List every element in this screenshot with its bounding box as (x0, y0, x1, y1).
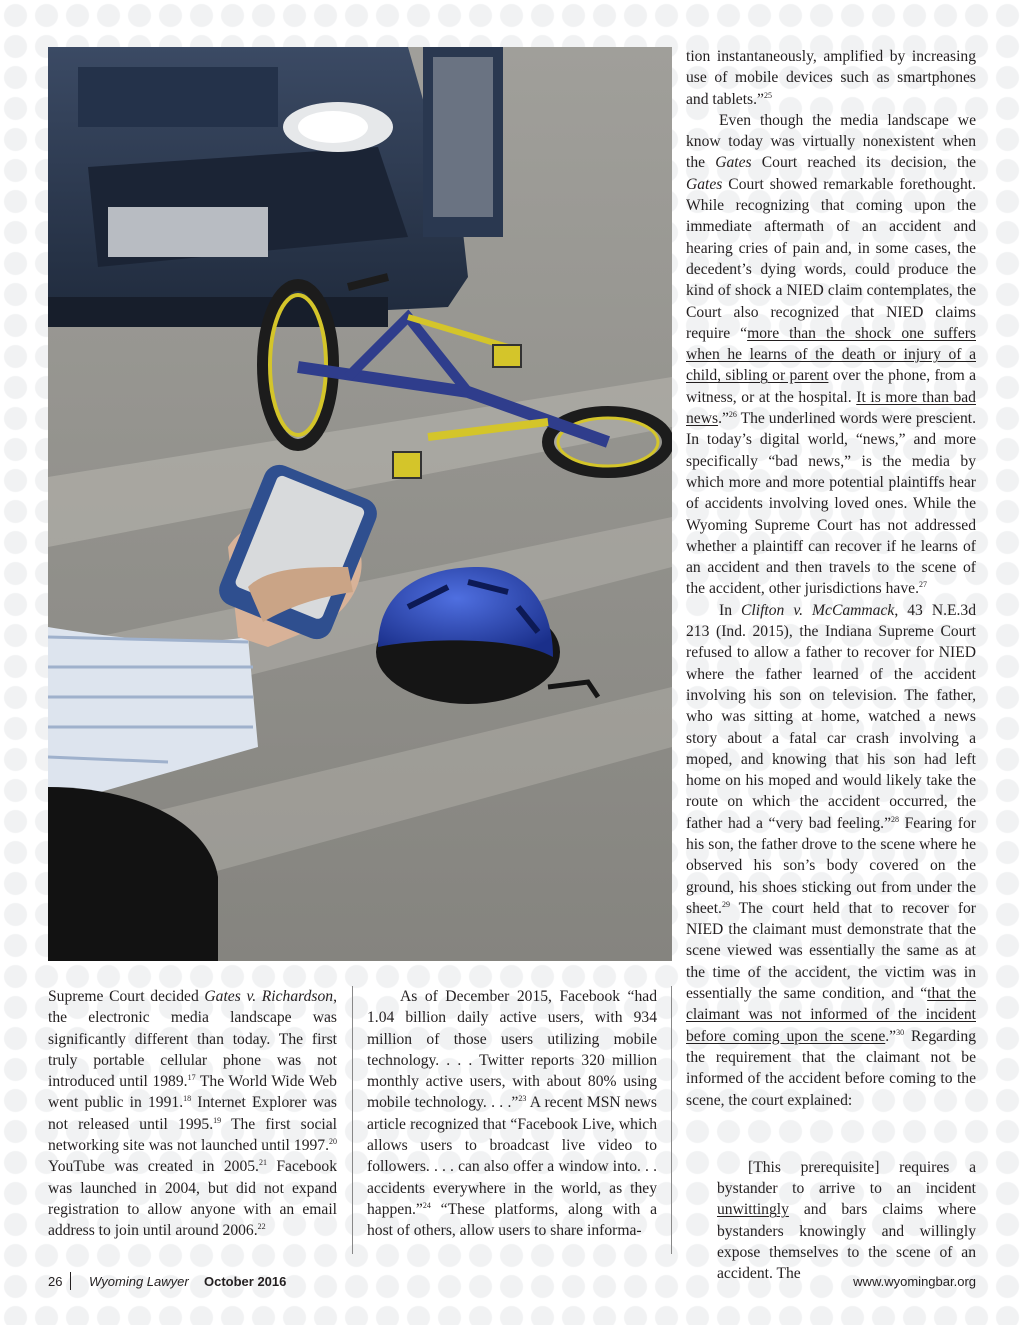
magazine-title: Wyoming Lawyer (89, 1274, 189, 1289)
footnote-ref[interactable]: 21 (258, 1158, 267, 1168)
underlined-quote: unwittingly (717, 1201, 789, 1219)
underlined-quote: more than the shock one suffers when he learns of the death or injury of a child, sibling or parent (686, 324, 976, 385)
case-name: Clifton v. McCammack (741, 601, 895, 619)
footnote-ref[interactable]: 29 (721, 899, 730, 909)
car (48, 47, 503, 327)
page-number: 26 (48, 1274, 63, 1289)
paragraph: tion instantaneously, amplified by increasing use of mobile devices such as smartphones and tablets.”$^{25}$ (686, 48, 976, 108)
footnote-ref[interactable]: 19 (213, 1115, 222, 1125)
underlined-quote: that the claimant was not informed of the incident before coming upon the scene (686, 985, 976, 1045)
footnote-ref[interactable]: 22 (257, 1222, 266, 1232)
block-quote (717, 1157, 976, 1285)
footer-divider (70, 1272, 71, 1290)
paragraph: As of December 2015, Facebook “had 1.04 billion daily active users, with 934 million of those users utilizing mobile technology. . . . Twitter reports 320 million monthly active users, with about 80% using mobile technology. . . .”$^{23}$ A recent MSN news article recognized that “Facebook Live, which allows users to broadcast live video to followers. . . . can also offer a window into. . . accidents everywhere in the world, as they happen.”$^{24}$ “These platforms, along with a host of others, allow users to share informa- (367, 988, 657, 1240)
right-column (686, 46, 976, 1285)
paragraph: Supreme Court decided Gates v. Richardson, the electronic media landscape was significantly different than today. The first truly portable cellular phone was not introduced until 1989.17 The World Wide Web went public in 1991.18 Internet Explorer was not released until 1995.19 The first social networking site was not launched until 1997.20 YouTube was created in 2005.21 Facebook was launched in 2004, but did not expand registration to allow anyone with an email address to join until around 2006.22 (48, 988, 337, 1240)
column-rule-left (352, 986, 353, 1254)
website-link[interactable]: www.wyomingbar.org (853, 1274, 976, 1289)
footnote-ref[interactable]: 26 (728, 410, 737, 420)
footnote-ref[interactable]: 25 (763, 90, 772, 100)
underlined-quote: It is more than bad news (686, 388, 976, 428)
case-name: Gates v. Richardson (204, 988, 334, 1005)
footnote-ref[interactable]: 23 (518, 1094, 527, 1104)
page-footer (48, 1272, 976, 1292)
issue-date: October 2016 (204, 1274, 287, 1289)
footnote-ref[interactable]: 24 (422, 1200, 431, 1210)
footnote-ref[interactable]: 18 (183, 1094, 192, 1104)
accident-photo (48, 47, 672, 961)
photo-illustration (48, 47, 672, 961)
footnote-ref[interactable]: 30 (896, 1027, 905, 1037)
footnote-ref[interactable]: 27 (918, 580, 927, 590)
paragraph: In Clifton v. McCammack, 43 N.E.3d 213 (Ind. 2015), the Indiana Supreme Court refused to allow a father to recover for NIED where the father learned of the accident involving his son on television. The father, who was sitting at home, watched a news story about a fatal car crash involving a moped, and knowing that his son had left home on his moped and would likely take the route on which the accident occurred, the father had a “very bad feeling.”$^{28}$ Fearing for his son, the father drove to the scene where he observed his son’s body covered on the ground, his shoes sticking out from under the sheet.$^{29}$ The court held that to recover for NIED the claimant must demonstrate that the scene viewed was essentially the same as at the time of the accident, the victim was in essentially the same condition, and “that the claimant was not informed of the incident before coming upon the scene.”$^{30}$ Regarding the requirement that the claimant not be informed of the accident before coming to the scene, the court explained: (686, 601, 977, 1109)
left-column (48, 986, 337, 1242)
footnote-ref[interactable]: 20 (329, 1137, 337, 1147)
paragraph: [This prerequisite] requires a bystander to arrive to an incident unwittingly and bars claims where bystanders knowingly and willingly expose themselves to the scene of an accident. The (717, 1158, 976, 1283)
paragraph: Even though the media landscape we know today was virtually nonexistent when the Gates Court reached its decision, the Gates Court showed remarkable forethought. While recognizing that coming upon the immediate aftermath of an accident and hearing cries of pain and, in some cases, the decedent’s dying words, could produce the kind of shock a NIED claim contemplates, the Court also recognized that NIED claims require “more than the shock one suffers when he learns of the death or injury of a child, sibling or parent over the phone, from a witness, or at the hospital. It is more than bad news.”$^{26}$ The underlined words were prescient. In today’s digital world, “news,” and more specifically “bad news,” is the media by which more and more potential plaintiffs hear of accidents involving loved ones. While the Wyoming Supreme Court has not addressed whether a plaintiff can recover if he learns of an accident and then travels to the scene of the accident, other jurisdictions have.$^{27}$ (686, 111, 976, 598)
footnote-ref[interactable]: 28 (891, 814, 899, 824)
column-rule-right (671, 986, 672, 1254)
middle-column (367, 986, 657, 1242)
footnote-ref[interactable]: 17 (187, 1073, 196, 1083)
